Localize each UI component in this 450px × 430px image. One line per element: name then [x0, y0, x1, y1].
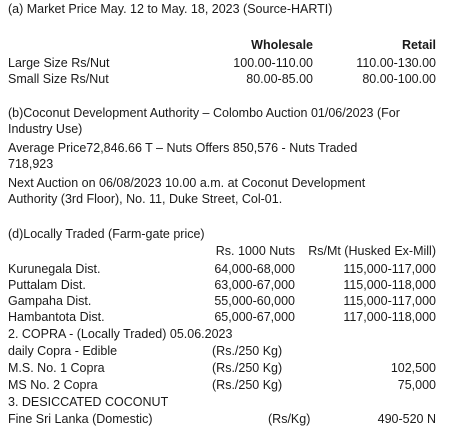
retail-header: Retail	[401, 38, 436, 52]
copra-title: 2. COPRA - (Locally Traded) 05.06.2023	[8, 327, 233, 341]
market-price-title: (a) Market Price May. 12 to May. 18, 2023 (Source-HARTI)	[8, 2, 333, 16]
auction-line-1: (b)Coconut Development Authority – Colombo Auction 01/06/2023 (For	[8, 106, 400, 120]
wholesale-header: Wholesale	[251, 38, 313, 52]
auction-line-5: Next Auction on 06/08/2023 10.00 a.m. at Coconut Development	[8, 176, 366, 190]
husked-header: Rs/Mt (Husked Ex-Mill)	[308, 244, 436, 258]
auction-line-6: Authority (3rd Floor), No. 11, Duke Street, Col-01.	[8, 192, 283, 206]
local-trade-title: (d)Locally Traded (Farm-gate price)	[8, 227, 205, 241]
auction-line-4: 718,923	[8, 157, 54, 171]
nuts-header: Rs. 1000 Nuts	[215, 244, 295, 258]
auction-line-3: Average Price72,846.66 T – Nuts Offers 850,576 - Nuts Traded	[8, 141, 358, 155]
auction-line-2: Industry Use)	[8, 122, 83, 136]
desiccated-title: 3. DESICCATED COCONUT	[8, 395, 169, 409]
